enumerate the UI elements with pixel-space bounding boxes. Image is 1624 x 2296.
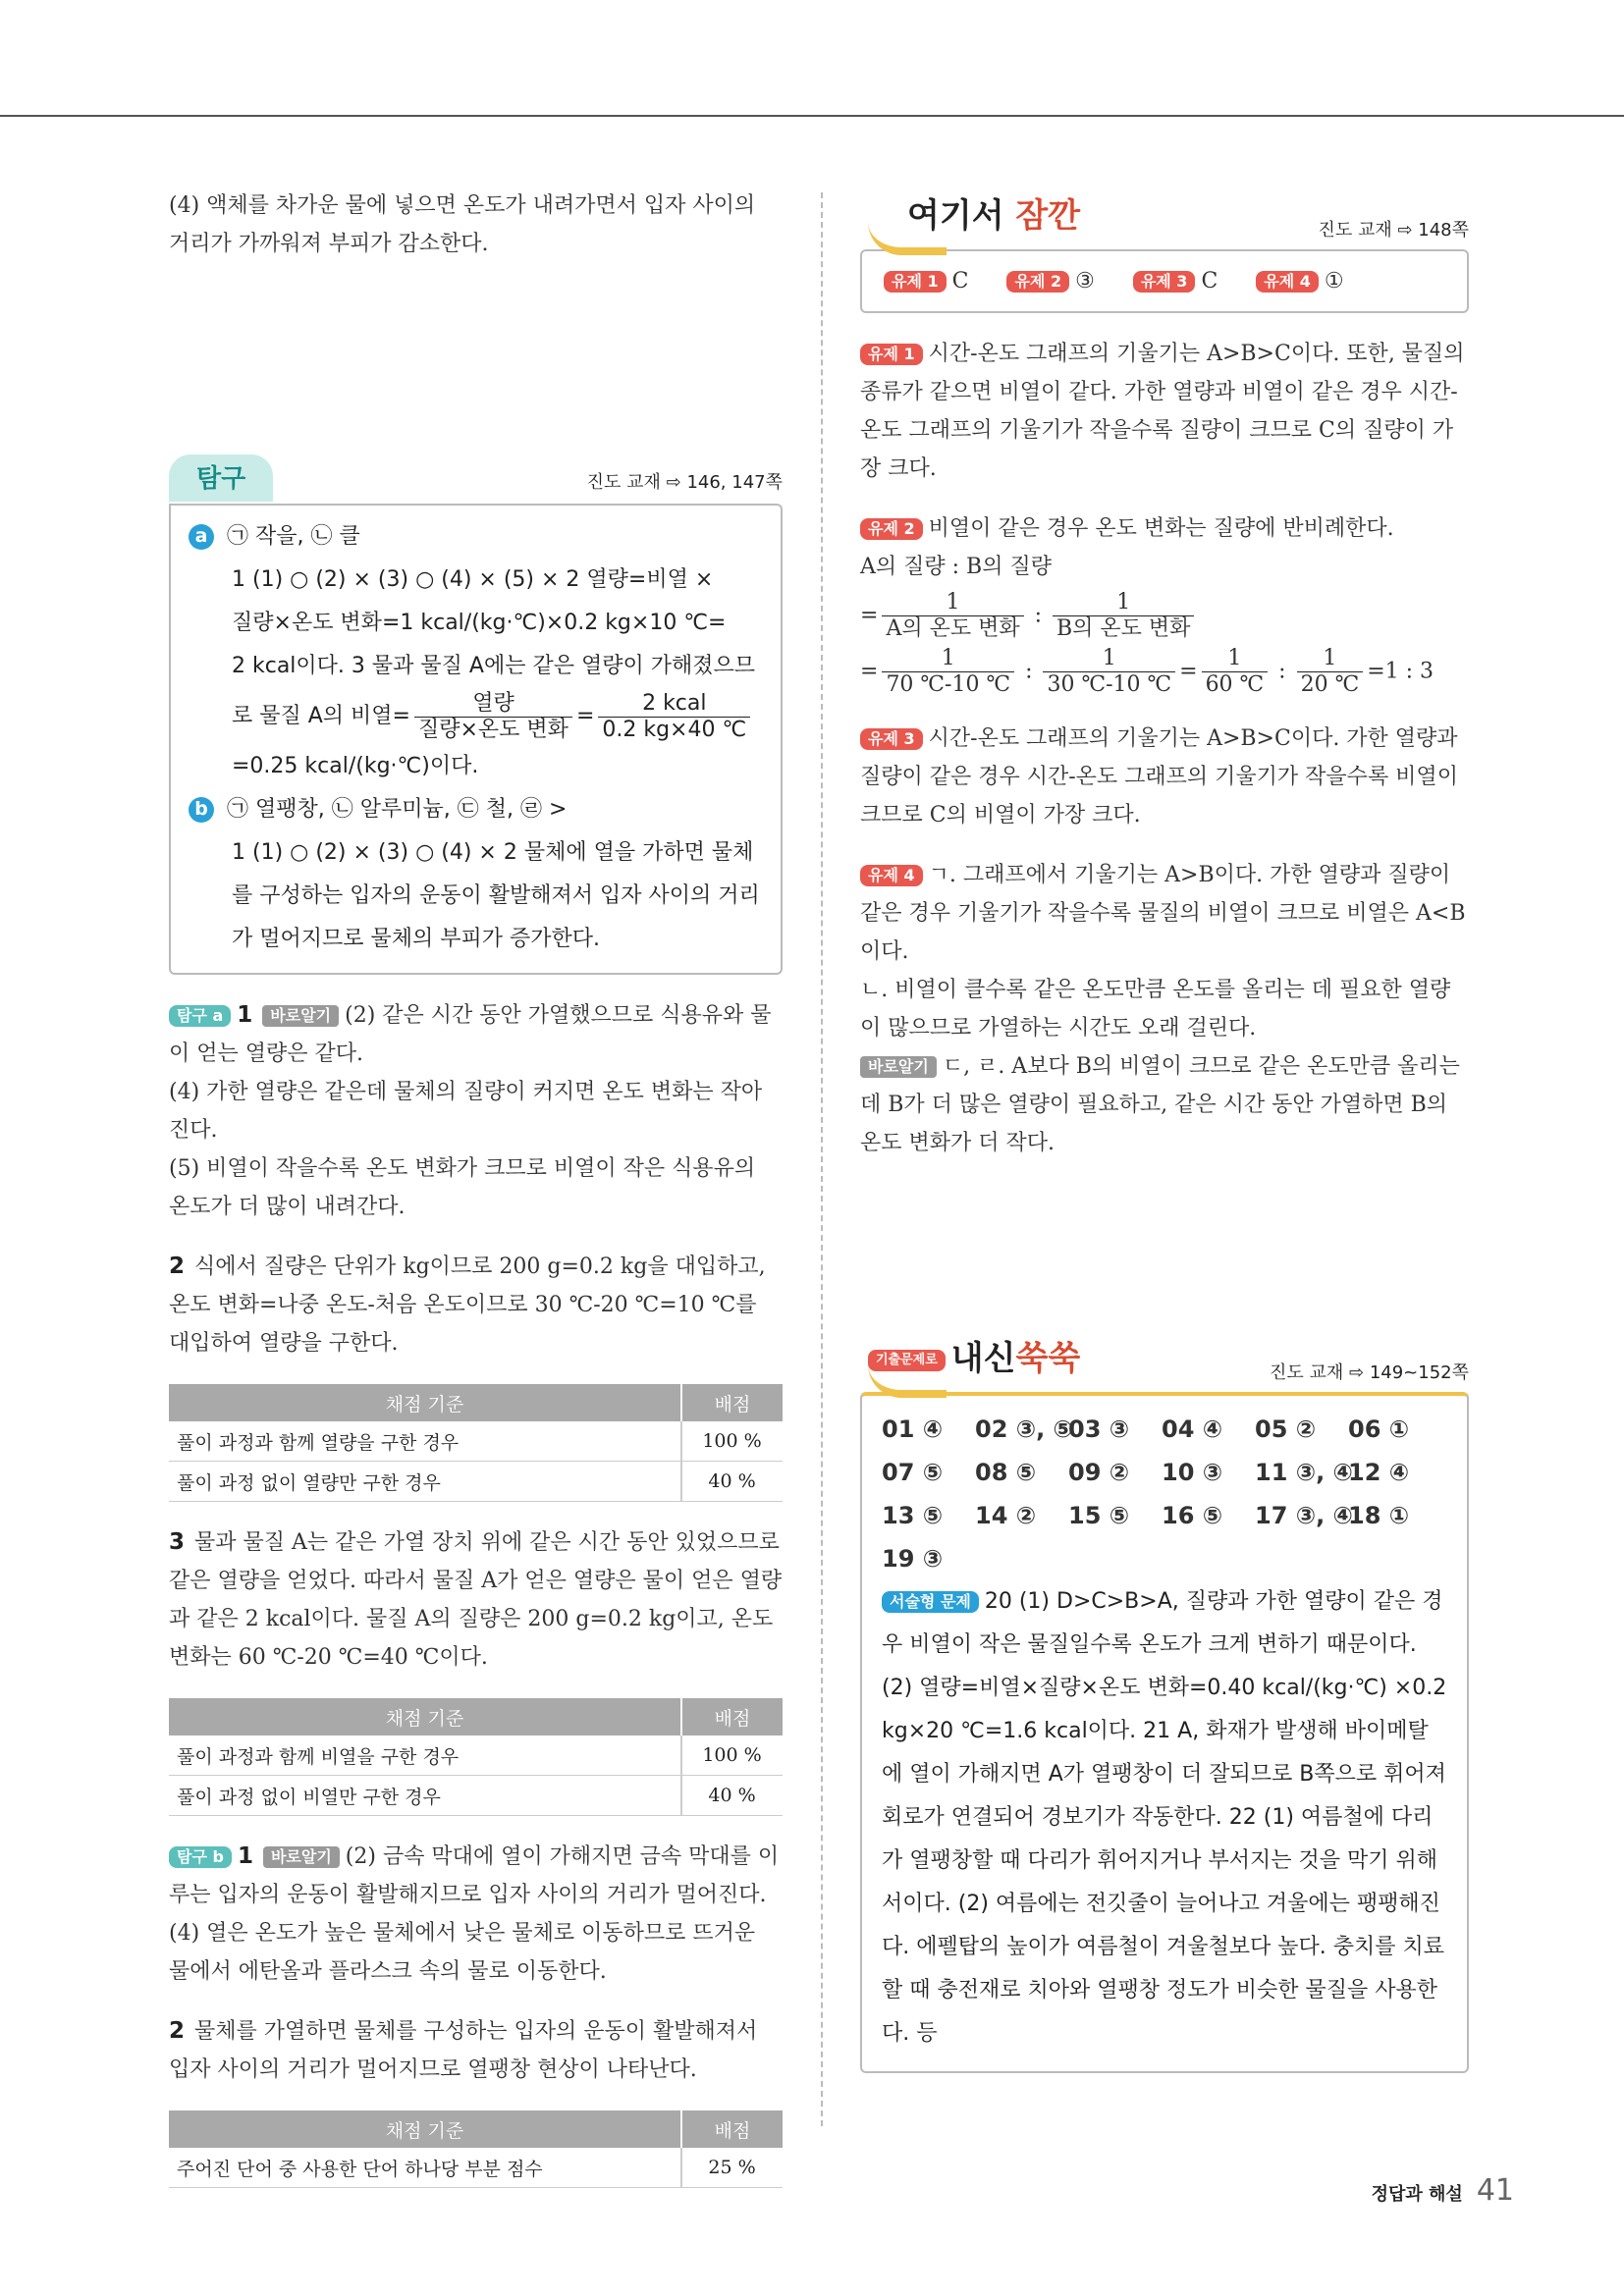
naesin-reference: 진도 교재 ⇨ 149~152쪽 (1270, 1362, 1469, 1383)
example-2 (860, 509, 1469, 548)
ratio-denominator: 70 ℃-10 ℃ (886, 672, 1011, 697)
ratio-denominator: 20 ℃ (1300, 672, 1360, 697)
jamkkan-item (1256, 269, 1343, 294)
tamgu-box (169, 504, 783, 975)
example-1-text: 시간-온도 그래프의 기울기는 A>B>C이다. 또한, 물질의 종류가 같으면 비열이 같다. 가한 열량과 비열이 같은 경우 시간-온도 그래프의 기울기가 작을수록 질량이 크므로 C의 질량이 가장 크다. (860, 342, 1465, 481)
answer-cell: 03 ③ (1068, 1415, 1130, 1443)
b2-text: 물체를 가열하면 물체를 구성하는 입자의 운동이 활발해져서 입자 사이의 거리가 멀어지므로 열팽창 현상이 나타난다. (169, 2019, 758, 2082)
col-points: 배점 (681, 1698, 783, 1735)
example-4-text: ㄱ. 그래프에서 기울기는 A>B이다. 가한 열량과 질량이 같은 경우 기울기가 작을수록 물질의 비열이 크므로 비열은 A<B이다. (860, 863, 1466, 964)
b1-number: 1 (237, 1843, 253, 1869)
frac1-denominator: 질량×온도 변화 (417, 717, 568, 742)
ratio-numerator: 1 (1043, 646, 1175, 672)
answer-row (882, 1494, 1447, 1537)
cell-criteria: 풀이 과정과 함께 비열을 구한 경우 (169, 1735, 681, 1776)
a3-text: 물과 물질 A는 같은 가열 장치 위에 같은 시간 동안 있었으므로 같은 열량을 얻었다. 따라서 물질 A가 얻은 열량은 물이 얻은 열량과 같은 2 kcal이다. 물질 A의 질량은 200 g=0.2 kg이고, 온도 변화는 60 ℃-20 ℃=40 ℃이다. (169, 1530, 783, 1670)
tamgu-a-badge: 탐구 a (169, 1005, 231, 1027)
correct-badge: 바로알기 (262, 1005, 339, 1027)
answer-cell: 16 ⑤ (1162, 1502, 1223, 1529)
b-line1: 1 (1) ○ (2) × (3) ○ (4) × 2 물체에 열을 가하면 물체 (232, 840, 754, 865)
table-row (169, 1421, 783, 1462)
answer-cell: 10 ③ (1162, 1459, 1223, 1486)
b-line2: 를 구성하는 입자의 운동이 활발해져서 입자 사이의 거리 (232, 883, 760, 908)
example-4-item3 (860, 1047, 1469, 1162)
ratio-numerator: 1 (1053, 590, 1194, 616)
example-3 (860, 720, 1469, 834)
example-4-item2: ㄴ. 비열이 클수록 같은 온도만큼 온도를 올리는 데 필요한 열량이 많으므로 가열하는 시간도 오래 걸린다. (860, 978, 1451, 1041)
ratio-denominator: B의 온도 변화 (1056, 616, 1191, 641)
cell-points: 40 % (681, 1462, 783, 1502)
jamkkan-reference: 진도 교재 ⇨ 148쪽 (1318, 220, 1469, 240)
a-line4-pre: 로 물질 A의 비열= (232, 704, 410, 728)
ratio-line-2: = $\frac{1}{70 ℃-10 ℃}$ : $\frac{1}{30 ℃-10 ℃}$ = $\frac{1}{60 ℃}$ : $\frac{1}{20 ℃}$ =1 : 3 (860, 646, 1435, 697)
jamkkan-item (884, 269, 968, 294)
jamkkan-title (907, 188, 1080, 237)
answer-cell: 05 ② (1255, 1415, 1317, 1443)
col-points: 배점 (681, 1384, 783, 1421)
b-head-text: ㉠ 열팽창, ㉡ 알루미늄, ㉢ 철, ㉣ > (227, 797, 568, 822)
cell-points: 25 % (681, 2148, 783, 2188)
tamgu-a-q1 (169, 996, 783, 1073)
answer-cell: 13 ⑤ (882, 1502, 944, 1529)
cell-criteria: 주어진 단어 중 사용한 단어 하나당 부분 점수 (169, 2148, 681, 2188)
b1-item4: (4) 열은 온도가 높은 물체에서 낮은 물체로 이동하므로 뜨거운 물에서 에탄올과 플라스크 속의 물로 이동한다. (169, 1921, 756, 1984)
intro-paragraph: (4) 액체를 차가운 물에 넣으면 온도가 내려가면서 입자 사이의 거리가 가까워져 부피가 감소한다. (169, 193, 756, 256)
frac1-numerator: 열량 (414, 691, 572, 718)
col-criteria: 채점 기준 (169, 1384, 681, 1421)
q3-number: 3 (169, 1529, 186, 1555)
ratio-numerator: 1 (882, 590, 1023, 616)
page-number: 41 (1476, 2173, 1514, 2208)
example-1 (860, 335, 1469, 488)
jamkkan-title-a: 여기서 (907, 196, 1016, 236)
answer-cell: 04 ④ (1162, 1415, 1223, 1443)
answer-cell: 08 ⑤ (975, 1459, 1037, 1486)
a2-text: 식에서 질량은 단위가 kg이므로 200 g=0.2 kg을 대입하고, 온도 변화=나중 온도-처음 온도이므로 30 ℃-20 ℃=10 ℃를 대입하여 열량을 구한다. (169, 1255, 766, 1356)
scoring-table-3 (169, 2110, 783, 2188)
a-circle-badge: a (189, 524, 214, 550)
answer-cell: 07 ⑤ (882, 1459, 944, 1486)
essay-answers (882, 1580, 1447, 2056)
example-answer: ③ (1075, 269, 1095, 294)
example-4 (860, 856, 1469, 971)
ratio-denominator: 30 ℃-10 ℃ (1047, 672, 1172, 697)
ratio-numerator: 1 (1202, 646, 1269, 672)
q1-number: 1 (237, 1002, 253, 1028)
a-line4: 로 물질 A의 비열= $\frac{\text{열량}}{\text{질량×온도 변화}}$ = $\frac{\text{2 kcal}}{0.2 kg\times 40 ℃}$ (189, 688, 763, 745)
jamkkan-answer-box (860, 249, 1469, 313)
ratio-frac (1053, 590, 1194, 642)
ratio-numerator: 1 (1297, 646, 1364, 672)
frac2-denominator: 0.2 kg×40 ℃ (602, 717, 747, 742)
naesin-title (868, 1331, 1080, 1379)
ratio-result: =1 : 3 (1367, 659, 1435, 684)
example-badge: 유제 4 (1256, 271, 1319, 293)
essay-badge: 서술형 문제 (882, 1591, 979, 1613)
tamgu-b-q2 (169, 2012, 783, 2089)
ratio-frac (882, 646, 1014, 698)
cell-criteria: 풀이 과정 없이 열량만 구한 경우 (169, 1462, 681, 1502)
tamgu-a-head (189, 515, 763, 559)
answer-cell: 01 ④ (882, 1415, 944, 1443)
scoring-table-1 (169, 1384, 783, 1502)
b-line3: 가 멀어지므로 물체의 부피가 증가한다. (232, 927, 600, 951)
jamkkan-header (860, 187, 1469, 249)
tamgu-a-q2 (169, 1248, 783, 1362)
cell-criteria: 풀이 과정 없이 비열만 구한 경우 (169, 1776, 681, 1816)
answer-row (882, 1537, 1447, 1580)
ratio-denominator: 60 ℃ (1205, 672, 1265, 697)
answer-cell: 02 ③, ⑤ (975, 1415, 1073, 1443)
tamgu-a-q3 (169, 1523, 783, 1677)
a-head-text: ㉠ 작을, ㉡ 클 (227, 524, 360, 549)
naesin-title-a: 내신 (950, 1339, 1016, 1378)
a-line5: =0.25 kcal/(kg·℃)이다. (232, 754, 479, 778)
col-points: 배점 (681, 2110, 783, 2148)
example-3-badge: 유제 3 (860, 728, 923, 750)
scoring-table-2 (169, 1698, 783, 1816)
ratio-frac (1202, 646, 1269, 698)
answer-cell: 18 ① (1348, 1502, 1410, 1529)
b1-text: (2) 금속 막대에 열이 가해지면 금속 막대를 이루는 입자의 운동이 활발해지므로 입자 사이의 거리가 멀어진다. (169, 1844, 780, 1907)
answer-cell: 17 ③, ④ (1255, 1502, 1353, 1529)
answer-cell: 06 ① (1348, 1415, 1410, 1443)
ratio-denominator: A의 온도 변화 (886, 616, 1020, 641)
jamkkan-title-b: 잠깐 (1015, 196, 1081, 236)
example-answer: C (951, 269, 969, 294)
fraction-heat (414, 691, 572, 743)
answer-cell: 09 ② (1068, 1459, 1130, 1486)
a1-text: (2) 같은 시간 동안 가열했으므로 식용유와 물이 얻는 열량은 같다. (169, 1003, 772, 1066)
tamgu-b-head (189, 788, 763, 831)
tamgu-b-badge: 탐구 b (169, 1846, 232, 1868)
right-column (860, 187, 1469, 2073)
column-divider (821, 192, 823, 2126)
example-2-line2: A의 질량 : B의 질량 (860, 555, 1052, 579)
answer-cell: 12 ④ (1348, 1459, 1410, 1486)
example-badge: 유제 3 (1133, 271, 1196, 293)
cell-points: 100 % (681, 1421, 783, 1462)
cell-criteria: 풀이 과정과 함께 열량을 구한 경우 (169, 1421, 681, 1462)
answer-row (882, 1451, 1447, 1494)
cell-points: 40 % (681, 1776, 783, 1816)
a1-item4: (4) 가한 열량은 같은데 물체의 질량이 커지면 온도 변화는 작아진다. (169, 1080, 763, 1143)
example-1-badge: 유제 1 (860, 344, 923, 365)
example-4-item3-text: ㄷ, ㄹ. A보다 B의 비열이 크므로 같은 온도만큼 올리는 데 B가 더 많은 열량이 필요하고, 같은 시간 동안 가열하면 B의 온도 변화가 더 작다. (860, 1054, 1460, 1155)
a-line1: 1 (1) ○ (2) × (3) ○ (4) × (5) × 2 열량=비열 × (232, 567, 714, 592)
tamgu-tab: 탐구 (169, 454, 273, 502)
answer-cell: 11 ③, ④ (1255, 1459, 1353, 1486)
ratio-numerator: 1 (882, 646, 1014, 672)
answer-cell: 19 ③ (882, 1545, 944, 1573)
ratio-frac (1043, 646, 1175, 698)
a-line2: 질량×온도 변화=1 kcal/(kg·℃)×0.2 kg×10 ℃= (232, 611, 727, 635)
correct-badge: 바로알기 (860, 1056, 937, 1078)
essay-text: 20 (1) D>C>B>A, 질량과 가한 열량이 같은 경우 비열이 작은 물질일수록 온도가 크게 변하기 때문이다. (2) 열량=비열×질량×온도 변화=0.40 kcal/(kg·℃) ×0.2 kg×20 ℃=1.6 kcal이다. 21 A, 화재가 발생해 바이메탈에 열이 가해지면 A가 열팽창이 더 잘되므로 B쪽으로 휘어져 회로가 연결되어 경보기가 작동한다. 22 (1) 여름철에 다리가 열팽창할 때 다리가 휘어지거나 부서지는 것을 막기 위해서이다. (2) 여름에는 전깃줄이 늘어나고 겨울에는 팽팽해진다. 에펠탑의 높이가 여름철이 겨울철보다 높다. 충치를 치료할 때 충전재로 치아와 열팽창 정도가 비슷한 물질을 사용한다. 등 (882, 1589, 1447, 2046)
cell-points: 100 % (681, 1735, 783, 1776)
col-criteria: 채점 기준 (169, 1698, 681, 1735)
a1-item5: (5) 비열이 작을수록 온도 변화가 크므로 비열이 작은 식용유의 온도가 더 많이 내려간다. (169, 1156, 756, 1219)
b2-number: 2 (169, 2018, 186, 2044)
answer-row (882, 1408, 1447, 1451)
ratio-frac (1297, 646, 1364, 698)
example-badge: 유제 1 (884, 271, 947, 293)
q2-number: 2 (169, 1254, 186, 1279)
jamkkan-item (1133, 269, 1218, 294)
header-rule (0, 115, 1624, 117)
col-criteria: 채점 기준 (169, 2110, 681, 2148)
table-row (169, 2148, 783, 2188)
example-3-text: 시간-온도 그래프의 기울기는 A>B>C이다. 가한 열량과 질량이 같은 경우 시간-온도 그래프의 기울기가 작을수록 비열이 크므로 C의 비열이 가장 크다. (860, 726, 1458, 828)
answer-grid (882, 1408, 1447, 1580)
naesin-title-b: 쑥쑥 (1015, 1339, 1081, 1378)
naesin-header (860, 1329, 1469, 1392)
table-row (169, 1462, 783, 1502)
tamgu-reference: 진도 교재 ⇨ 146, 147쪽 (586, 472, 783, 493)
b-circle-badge: b (189, 797, 214, 823)
example-4-badge: 유제 4 (860, 865, 923, 886)
table-row (169, 1735, 783, 1776)
jamkkan-item (1006, 269, 1094, 294)
ratio-line-1: = $\frac{1}{\text{A의 온도 변화}}$ : $\frac{1}{\text{B의 온도 변화}}$ (860, 590, 1469, 642)
ratio-frac (882, 590, 1023, 642)
example-2-badge: 유제 2 (860, 518, 923, 540)
answer-cell: 14 ② (975, 1502, 1037, 1529)
a-line3: 2 kcal이다. 3 물과 물질 A에는 같은 열량이 가해졌으므 (232, 654, 755, 678)
frac2-numerator: 2 kcal (598, 691, 750, 718)
correct-badge: 바로알기 (263, 1846, 340, 1868)
fraction-value (598, 691, 750, 743)
tamgu-b-q1 (169, 1838, 783, 1914)
left-column (169, 187, 783, 2188)
naesin-prefix: 기출문제로 (868, 1350, 946, 1371)
example-answer: C (1201, 269, 1218, 294)
example-2-text: 비열이 같은 경우 온도 변화는 질량에 반비례한다. (928, 516, 1394, 541)
answer-cell: 15 ⑤ (1068, 1502, 1130, 1529)
example-badge: 유제 2 (1006, 271, 1069, 293)
page-footer (1372, 2173, 1514, 2208)
tamgu-header (169, 454, 783, 504)
footer-label: 정답과 해설 (1371, 2184, 1463, 2205)
naesin-answer-box (860, 1392, 1469, 2073)
example-answer: ① (1324, 269, 1344, 294)
table-row (169, 1776, 783, 1816)
